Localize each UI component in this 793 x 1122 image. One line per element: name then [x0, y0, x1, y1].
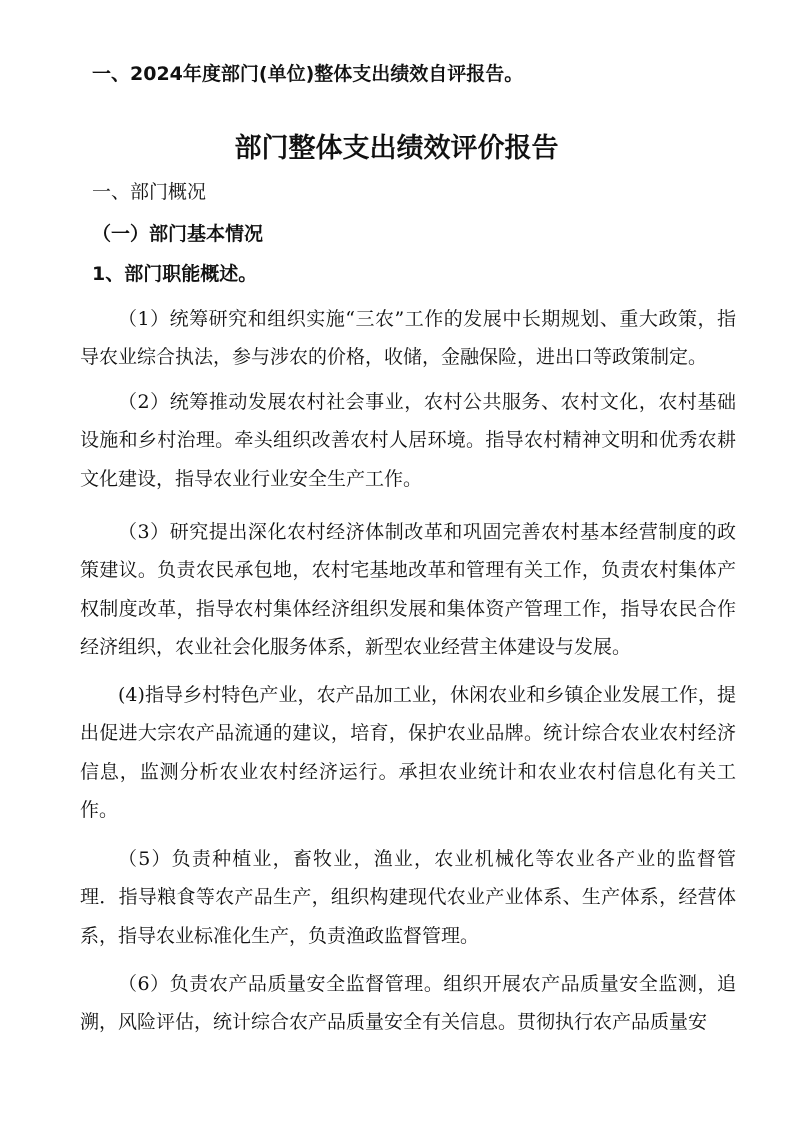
paragraph-2: （2）统筹推动发展农村社会事业，农村公共服务、农村文化，农村基础设施和乡村治理。牵头组织改善农村人居环境。指导农村精神文明和优秀农耕文化建设，指导农业行业安全生产工作。	[80, 391, 736, 490]
paragraph-5: （5）负责种植业，畜牧业，渔业，农业机械化等农业各产业的监督管理．指导粮食等农产品生产，组织构建现代农业产业体系、生产体系，经营体系，指导农业标准化生产，负责渔政监督管理。	[80, 848, 736, 947]
page-title: 部门整体支出绩效评价报告	[234, 133, 559, 164]
paragraph-1: （1）统筹研究和组织实施“三农”工作的发展中长期规划、重大政策，指导农业综合执法，参与涉农的价格，收储，金融保险，进出口等政策制定。	[80, 308, 736, 369]
subsection-heading: （一）部门基本情况	[92, 223, 264, 245]
paragraph-3: （3）研究提出深化农村经济体制改革和巩固完善农村基本经营制度的政策建议。负责农民承包地，农村宅基地改革和管理有关工作，负责农村集体产权制度改革，指导农村集体经济组织发展和集体资产管理工作，指导农民合作经济组织，农业社会化服务体系，新型农业经营主体建设与发展。	[80, 521, 736, 658]
report-heading-line: 一、2024年度部门(单位)整体支出绩效自评报告。	[92, 63, 524, 85]
section-heading: 一、部门概况	[92, 181, 207, 203]
paragraph-4: (4)指导乡村特色产业，农产品加工业，休闲农业和乡镇企业发展工作，提出促进大宗农产品流通的建议，培育，保护农业品牌。统计综合农业农村经济信息，监测分析农业农村经济运行。承担农业统计和农业农村信息化有关工作。	[80, 684, 736, 821]
paragraph-6: （6）负责农产品质量安全监督管理。组织开展农产品质量安全监测，追溯，风险评估，统计综合农产品质量安全有关信息。贯彻执行农产品质量安	[80, 973, 736, 1034]
item-heading: 1、部门职能概述。	[92, 263, 258, 285]
